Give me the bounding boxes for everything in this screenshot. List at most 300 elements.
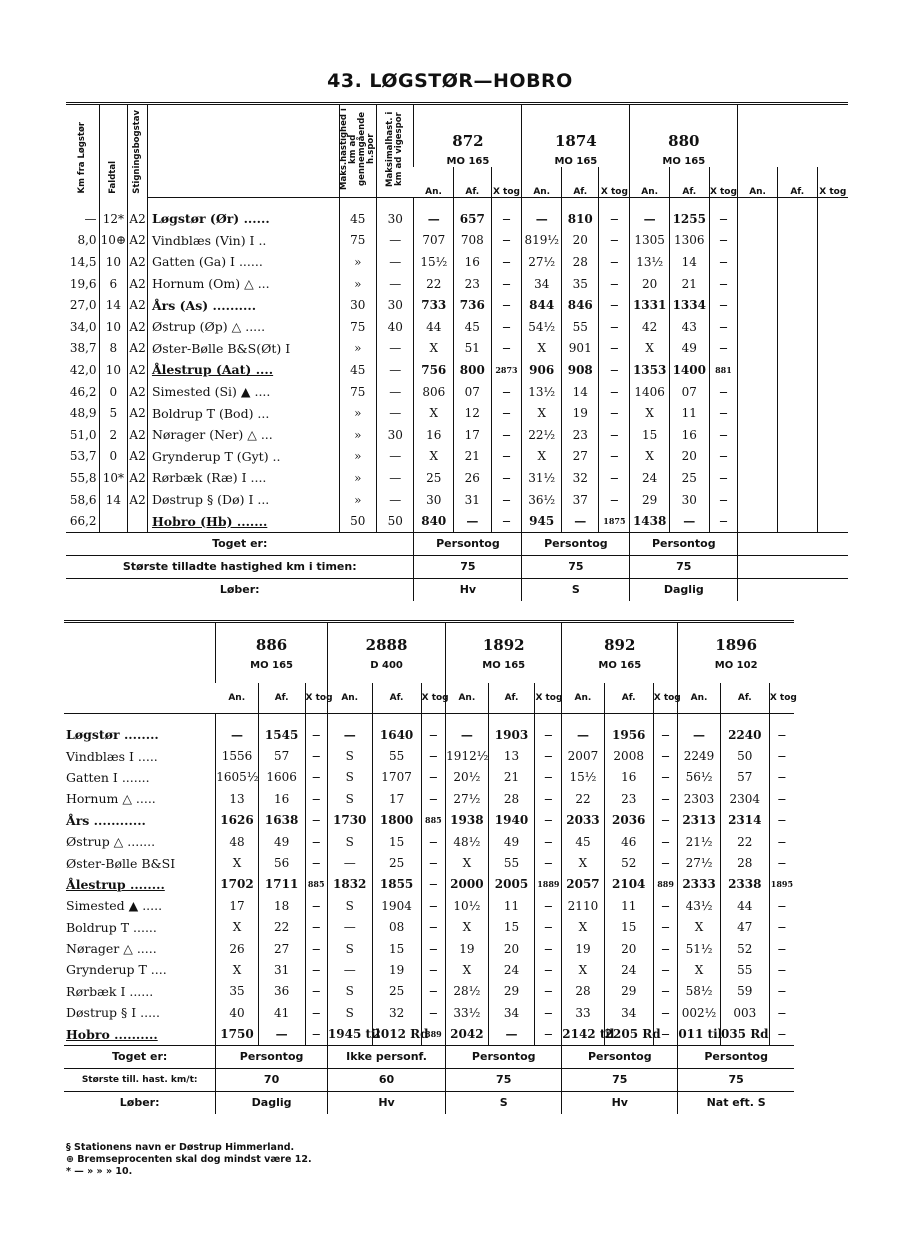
km-cell: 38,7 xyxy=(69,341,97,356)
crossing-train: — xyxy=(421,917,446,938)
train-type: Persontog xyxy=(446,1045,562,1068)
crossing-train: — xyxy=(599,273,630,295)
arrival-time xyxy=(738,402,778,424)
runs-label: Løber: xyxy=(66,578,414,601)
departure-time: 2304 xyxy=(720,788,769,809)
crossing-train: — xyxy=(535,745,562,766)
crossing-train: — xyxy=(653,917,678,938)
crossing-train: — xyxy=(599,208,630,230)
table-row xyxy=(64,852,794,873)
arrival-time: 1626 xyxy=(216,810,258,831)
arrival-time: S xyxy=(327,767,372,788)
departure-time: 1956 xyxy=(604,724,653,745)
arrival-time: 002½ xyxy=(678,1002,720,1023)
crossing-train: — xyxy=(769,788,794,809)
arrival-time: 48½ xyxy=(446,831,488,852)
departure-time xyxy=(777,446,817,468)
km-cell: 55,8 xyxy=(69,470,97,485)
departure-time: 12 xyxy=(454,402,491,424)
crossing-train: — xyxy=(769,745,794,766)
departure-time: 20 xyxy=(562,230,599,252)
table-row xyxy=(66,230,848,252)
departure-time: 1800 xyxy=(372,810,421,831)
crossing-train: 1889 xyxy=(535,874,562,895)
arrival-time: S xyxy=(327,1002,372,1023)
departure-time: 56 xyxy=(258,852,305,873)
arrival-time: 34 xyxy=(522,273,562,295)
af-header: Af. xyxy=(258,683,305,714)
arrival-time: S xyxy=(327,788,372,809)
departure-time: 35 xyxy=(562,273,599,295)
crossing-train: — xyxy=(769,917,794,938)
crossing-train: — xyxy=(599,446,630,468)
departure-time: — xyxy=(669,510,709,532)
crossing-train: — xyxy=(709,424,738,446)
arrival-time: 33½ xyxy=(446,1002,488,1023)
arrival-time: — xyxy=(327,959,372,980)
crossing-train: — xyxy=(653,767,678,788)
crossing-train: — xyxy=(421,767,446,788)
arrival-time: X xyxy=(216,917,258,938)
arrival-time: 58½ xyxy=(678,981,720,1002)
departure-time: 52 xyxy=(720,938,769,959)
crossing-train: — xyxy=(305,724,327,745)
crossing-train: — xyxy=(535,1023,562,1045)
footnotes xyxy=(66,1142,312,1178)
km-cell: 58,6 xyxy=(69,492,97,507)
km-cell: 48,9 xyxy=(69,406,97,421)
arrival-time: 13½ xyxy=(522,381,562,403)
station-name: Simested ▲ ..... xyxy=(66,898,163,914)
crossing-train: — xyxy=(535,810,562,831)
crossing-train: — xyxy=(535,1002,562,1023)
departure-time: 28 xyxy=(562,251,599,273)
departure-time: 2036 xyxy=(604,810,653,831)
stigning-cell: A2 xyxy=(128,489,148,511)
side-speed-cell: — xyxy=(377,359,414,381)
departure-time: 59 xyxy=(720,981,769,1002)
max-speed-cell: 75 xyxy=(339,381,376,403)
departure-time: 2205 Rd xyxy=(604,1023,653,1045)
xtog-header: X tog xyxy=(769,683,794,714)
departure-time: 16 xyxy=(604,767,653,788)
departure-time: 25 xyxy=(669,467,709,489)
departure-time: 32 xyxy=(562,467,599,489)
arrival-time: X xyxy=(678,959,720,980)
departure-time: 27 xyxy=(562,446,599,468)
arrival-time: 26 xyxy=(216,938,258,959)
crossing-train: — xyxy=(653,981,678,1002)
af-header: Af. xyxy=(777,167,817,198)
table-row xyxy=(64,767,794,788)
side-speed-cell: — xyxy=(377,381,414,403)
station-name: Års ............ xyxy=(66,812,146,828)
side-speed-cell: 30 xyxy=(377,208,414,230)
departure-time: 49 xyxy=(488,831,535,852)
arrival-time: X xyxy=(630,402,670,424)
crossing-train: — xyxy=(491,446,522,468)
train-type: Persontog xyxy=(630,532,738,555)
stigning-cell: A2 xyxy=(128,251,148,273)
crossing-train: — xyxy=(535,724,562,745)
departure-time: 47 xyxy=(720,917,769,938)
table-row xyxy=(66,467,848,489)
departure-time: 16 xyxy=(258,788,305,809)
departure-time: 46 xyxy=(604,831,653,852)
station-name: Hornum (Om) △ ... xyxy=(147,273,339,295)
train-header-0: 886 MO 165 xyxy=(216,622,328,684)
departure-time: 20 xyxy=(669,446,709,468)
departure-time: 28 xyxy=(720,852,769,873)
crossing-train: 1875 xyxy=(599,510,630,532)
station-name: Løgstør ........ xyxy=(66,727,159,743)
arrival-time: 20 xyxy=(630,273,670,295)
crossing-train: — xyxy=(535,831,562,852)
stigning-cell: A2 xyxy=(128,316,148,338)
lower-timetable xyxy=(64,620,797,1114)
max-speed-cell: » xyxy=(339,424,376,446)
arrival-time: 22 xyxy=(414,273,454,295)
km-cell: 42,0 xyxy=(69,362,97,377)
table-row xyxy=(64,788,794,809)
crossing-train: — xyxy=(491,208,522,230)
arrival-time: — xyxy=(522,208,562,230)
departure-time: 17 xyxy=(372,788,421,809)
crossing-train: — xyxy=(491,230,522,252)
runs: Hv xyxy=(327,1091,445,1114)
faldtal-cell: 10 xyxy=(99,316,128,338)
km-cell: 19,6 xyxy=(69,276,97,291)
max-speed-label: Største till. hast. km/t: xyxy=(64,1068,216,1091)
departure-time: 1606 xyxy=(258,767,305,788)
departure-time: 52 xyxy=(604,852,653,873)
station-name: Simested (Si) ▲ .... xyxy=(147,381,339,403)
stigning-cell: A2 xyxy=(128,446,148,468)
departure-time: 25 xyxy=(372,852,421,873)
stigning-cell: A2 xyxy=(128,402,148,424)
arrival-time: 2313 xyxy=(678,810,720,831)
crossing-train: — xyxy=(709,316,738,338)
runs xyxy=(738,578,848,601)
arrival-time: X xyxy=(446,959,488,980)
station-name: Boldrup T (Bod) ... xyxy=(147,402,339,424)
departure-time: 1545 xyxy=(258,724,305,745)
crossing-train: — xyxy=(535,917,562,938)
arrival-time: 1406 xyxy=(630,381,670,403)
arrival-time: X xyxy=(522,446,562,468)
departure-time: 1904 xyxy=(372,895,421,916)
max-speed-cell: 30 xyxy=(339,294,376,316)
crossing-train: — xyxy=(709,230,738,252)
station-name: Grynderup T .... xyxy=(66,962,167,978)
max-speed: 75 xyxy=(414,555,522,578)
crossing-train xyxy=(817,359,848,381)
faldtal-cell xyxy=(99,510,128,532)
faldtal-cell: 14 xyxy=(99,489,128,511)
an-header: An. xyxy=(414,167,454,198)
departure-time xyxy=(777,230,817,252)
table-row xyxy=(66,208,848,230)
crossing-train: — xyxy=(653,745,678,766)
departure-time: 1940 xyxy=(488,810,535,831)
crossing-train: — xyxy=(769,724,794,745)
crossing-train: — xyxy=(421,852,446,873)
faldtal-cell: 6 xyxy=(99,273,128,295)
departure-time: 08 xyxy=(372,917,421,938)
xtog-header: X tog xyxy=(653,683,678,714)
station-name: Rørbæk (Ræ) I .... xyxy=(147,467,339,489)
stigning-cell: A2 xyxy=(128,294,148,316)
arrival-time: 43½ xyxy=(678,895,720,916)
stigning-cell xyxy=(128,510,148,532)
arrival-time: 1938 xyxy=(446,810,488,831)
max-speed: 75 xyxy=(446,1068,562,1091)
arrival-time xyxy=(738,338,778,360)
arrival-time xyxy=(738,208,778,230)
faldtal-cell: 10 xyxy=(99,359,128,381)
arrival-time: S xyxy=(327,981,372,1002)
crossing-train: — xyxy=(709,489,738,511)
arrival-time: 840 xyxy=(414,510,454,532)
table-row xyxy=(64,938,794,959)
an-header: An. xyxy=(738,167,778,198)
departure-time: 57 xyxy=(720,767,769,788)
arrival-time xyxy=(738,489,778,511)
an-header: An. xyxy=(327,683,372,714)
departure-time: — xyxy=(454,510,491,532)
stigning-cell: A2 xyxy=(128,359,148,381)
table-row xyxy=(64,981,794,1002)
station-name: Øster-Bølle B&S(Øt) I xyxy=(147,338,339,360)
crossing-train: — xyxy=(599,230,630,252)
departure-time xyxy=(777,359,817,381)
crossing-train xyxy=(817,338,848,360)
arrival-time: 1912½ xyxy=(446,745,488,766)
departure-time: 708 xyxy=(454,230,491,252)
max-speed-cell: 45 xyxy=(339,359,376,381)
crossing-train: — xyxy=(421,724,446,745)
crossing-train xyxy=(817,489,848,511)
arrival-time: S xyxy=(327,745,372,766)
arrival-time: 25 xyxy=(414,467,454,489)
departure-time: 2338 xyxy=(720,874,769,895)
arrival-time: 13½ xyxy=(630,251,670,273)
arrival-time: 1730 xyxy=(327,810,372,831)
departure-time: 1640 xyxy=(372,724,421,745)
departure-time: 23 xyxy=(604,788,653,809)
crossing-train: — xyxy=(305,938,327,959)
runs-label: Løber: xyxy=(64,1091,216,1114)
max-speed-cell: 75 xyxy=(339,230,376,252)
crossing-train: — xyxy=(305,745,327,766)
faldtal-cell: 2 xyxy=(99,424,128,446)
side-speed-cell: 30 xyxy=(377,424,414,446)
departure-time: 19 xyxy=(372,959,421,980)
stigning-cell: A2 xyxy=(128,273,148,295)
departure-time: 55 xyxy=(562,316,599,338)
crossing-train: 885 xyxy=(305,874,327,895)
arrival-time xyxy=(738,424,778,446)
arrival-time xyxy=(738,510,778,532)
departure-time: 2314 xyxy=(720,810,769,831)
crossing-train: — xyxy=(535,938,562,959)
crossing-train: — xyxy=(535,895,562,916)
footnote: § Stationens navn er Døstrup Himmerland. xyxy=(66,1142,295,1153)
km-cell: 51,0 xyxy=(69,427,97,442)
side-speed-cell: 40 xyxy=(377,316,414,338)
runs: S xyxy=(522,578,630,601)
crossing-train: — xyxy=(653,1023,678,1045)
crossing-train xyxy=(817,294,848,316)
crossing-train: — xyxy=(709,446,738,468)
departure-time: 51 xyxy=(454,338,491,360)
arrival-time: 51½ xyxy=(678,938,720,959)
faldtal-cell: 12* xyxy=(99,208,128,230)
arrival-time xyxy=(738,230,778,252)
faldtal-header: Faldtal xyxy=(107,160,118,194)
arrival-time: 10½ xyxy=(446,895,488,916)
departure-time: 16 xyxy=(454,251,491,273)
arrival-time: 29 xyxy=(630,489,670,511)
crossing-train: — xyxy=(653,938,678,959)
arrival-time: 2110 xyxy=(562,895,604,916)
station-name: Nørager △ ..... xyxy=(66,941,157,957)
arrival-time: 15½ xyxy=(562,767,604,788)
table-row xyxy=(66,510,848,532)
page-title: 43. LØGSTØR—HOBRO xyxy=(327,70,573,92)
table-row xyxy=(66,294,848,316)
crossing-train: — xyxy=(305,810,327,831)
arrival-time: — xyxy=(678,724,720,745)
departure-time: 50 xyxy=(720,745,769,766)
km-cell: 34,0 xyxy=(69,319,97,334)
train-header-4: 1896 MO 102 xyxy=(678,622,794,684)
stigning-cell: A2 xyxy=(128,381,148,403)
departure-time: 11 xyxy=(488,895,535,916)
table-row xyxy=(64,1002,794,1023)
departure-time: 45 xyxy=(454,316,491,338)
arrival-time: 44 xyxy=(414,316,454,338)
crossing-train: — xyxy=(535,959,562,980)
crossing-train: — xyxy=(769,767,794,788)
departure-time: 2005 xyxy=(488,874,535,895)
departure-time: 901 xyxy=(562,338,599,360)
crossing-train: — xyxy=(709,510,738,532)
crossing-train: — xyxy=(491,251,522,273)
km-cell: 27,0 xyxy=(69,298,97,313)
crossing-train: — xyxy=(491,510,522,532)
station-name: Års (As) .......... xyxy=(147,294,339,316)
crossing-train: — xyxy=(599,381,630,403)
crossing-train: — xyxy=(421,938,446,959)
arrival-time: 42 xyxy=(630,316,670,338)
arrival-time: 54½ xyxy=(522,316,562,338)
crossing-train: — xyxy=(653,810,678,831)
crossing-train: — xyxy=(769,831,794,852)
crossing-train: — xyxy=(769,959,794,980)
station-name: Østrup (Øp) △ ..... xyxy=(147,316,339,338)
train-type: Persontog xyxy=(216,1045,328,1068)
crossing-train: — xyxy=(769,938,794,959)
crossing-train xyxy=(817,381,848,403)
side-speed-cell: — xyxy=(377,402,414,424)
af-header: Af. xyxy=(720,683,769,714)
crossing-train: 1895 xyxy=(769,874,794,895)
departure-time: 22 xyxy=(720,831,769,852)
arrival-time: 22 xyxy=(562,788,604,809)
arrival-time: 35 xyxy=(216,981,258,1002)
departure-time: 15 xyxy=(604,917,653,938)
table-row xyxy=(64,895,794,916)
max-side-speed-header: Maksimalhast. i km ad vigespor xyxy=(385,111,405,187)
train-type: Persontog xyxy=(414,532,522,555)
train-header-1: 1874 MO 165 xyxy=(522,104,630,168)
arrival-time xyxy=(738,316,778,338)
af-header: Af. xyxy=(454,167,491,198)
an-header: An. xyxy=(216,683,258,714)
stigning-cell: A2 xyxy=(128,208,148,230)
runs: Nat eft. S xyxy=(678,1091,794,1114)
crossing-train: — xyxy=(599,359,630,381)
arrival-time: 1438 xyxy=(630,510,670,532)
departure-time: 37 xyxy=(562,489,599,511)
xtog-header: X tog xyxy=(421,683,446,714)
crossing-train xyxy=(817,273,848,295)
departure-time: 13 xyxy=(488,745,535,766)
arrival-time: 22½ xyxy=(522,424,562,446)
departure-time: 30 xyxy=(669,489,709,511)
departure-time: 55 xyxy=(372,745,421,766)
arrival-time: X xyxy=(414,402,454,424)
max-speed: 75 xyxy=(522,555,630,578)
arrival-time: 1556 xyxy=(216,745,258,766)
departure-time: 43 xyxy=(669,316,709,338)
crossing-train: — xyxy=(305,1002,327,1023)
max-speed-cell: 45 xyxy=(339,208,376,230)
departure-time: 27 xyxy=(258,938,305,959)
departure-time: 44 xyxy=(720,895,769,916)
an-header: An. xyxy=(630,167,670,198)
station-name: Øster-Bølle B&SI xyxy=(66,855,176,871)
arrival-time: X xyxy=(630,338,670,360)
departure-time: — xyxy=(488,1023,535,1045)
arrival-time xyxy=(738,251,778,273)
station-name: Vindblæs (Vin) I .. xyxy=(147,230,339,252)
side-speed-cell: — xyxy=(377,446,414,468)
departure-time xyxy=(777,273,817,295)
crossing-train: — xyxy=(305,917,327,938)
departure-time: 800 xyxy=(454,359,491,381)
crossing-train: — xyxy=(491,294,522,316)
arrival-time xyxy=(738,273,778,295)
table-row xyxy=(66,338,848,360)
departure-time: 49 xyxy=(258,831,305,852)
xtog-header: X tog xyxy=(709,167,738,198)
an-header: An. xyxy=(446,683,488,714)
arrival-time: S xyxy=(327,895,372,916)
xtog-header: X tog xyxy=(599,167,630,198)
departure-time: 1903 xyxy=(488,724,535,745)
departure-time: 19 xyxy=(562,402,599,424)
departure-time xyxy=(777,489,817,511)
runs: Hv xyxy=(414,578,522,601)
crossing-train: 885 xyxy=(421,810,446,831)
departure-time: — xyxy=(562,510,599,532)
crossing-train: — xyxy=(769,1002,794,1023)
arrival-time: 45 xyxy=(562,831,604,852)
footnote: * — » » » 10. xyxy=(66,1166,133,1177)
crossing-train: — xyxy=(769,1023,794,1045)
